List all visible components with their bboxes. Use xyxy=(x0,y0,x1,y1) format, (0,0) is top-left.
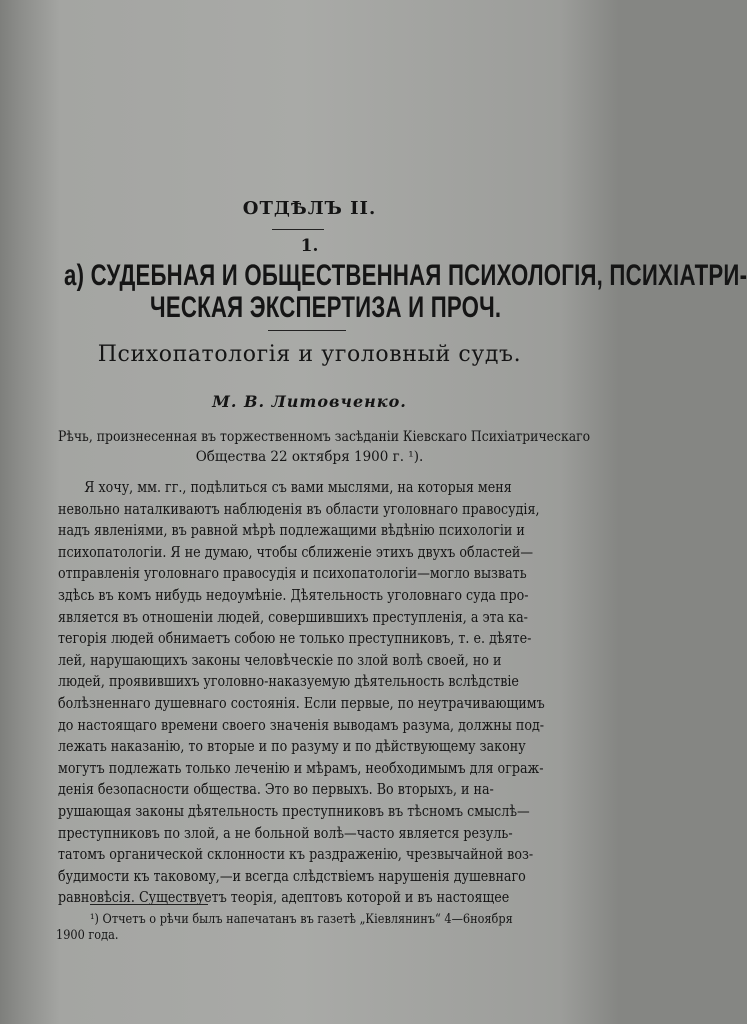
article-number: 1. xyxy=(300,236,319,256)
heading-line-2: ЧЕСКАЯ ЭКСПЕРТИЗА И ПРОЧ. xyxy=(150,291,502,324)
body-line: до настоящаго времени своего значенія выводамъ разума, должны под- xyxy=(58,717,545,734)
body-line: отправленія уголовнаго правосудія и психопатологіи—могло вызвать xyxy=(58,566,527,583)
section-title: ОТДѢЛЪ II. xyxy=(242,198,377,219)
body-line: татомъ органической склонности къ раздраженію, чрезвычайной воз- xyxy=(58,847,534,864)
section-rule xyxy=(272,229,324,230)
article-subtitle: Психопатологія и уголовный судъ. xyxy=(97,342,522,367)
body-line: равновѣсія. Существуетъ теорія, адептовъ которой и въ настоящее xyxy=(58,890,510,907)
body-line: психопатологіи. Я не думаю, чтобы сближеніе этихъ двухъ областей— xyxy=(58,544,534,561)
body-line: будимости къ таковому,—и всегда слѣдствіемъ нарушенія душевнаго xyxy=(58,868,526,885)
body-line: невольно наталкиваютъ наблюденія въ области уголовнаго правосудія, xyxy=(58,501,540,518)
body-line: тегорія людей обнимаетъ собою не только преступниковъ, т. е. дѣяте- xyxy=(58,631,532,648)
author-name: М. В. Литовченко. xyxy=(212,392,407,411)
heading-line-1: а) СУДЕБНАЯ И ОБЩЕСТВЕННАЯ ПСИХОЛОГІЯ, ПСИХІАТРИ- xyxy=(64,259,747,292)
body-line: Я хочу, мм. гг., подѣлиться съ вами мыслями, на которыя меня xyxy=(84,480,512,496)
body-line: здѣсь въ комъ нибудь недоумѣніе. Дѣятельность уголовнаго суда про- xyxy=(58,587,529,604)
body-line: могутъ подлежать только леченію и мѣрамъ, необходимымъ для ограж- xyxy=(58,760,544,777)
footnote-line-2: 1900 года. xyxy=(56,928,119,943)
speech-note-line-2: Общества 22 октября 1900 г. ¹). xyxy=(195,449,424,465)
body-text xyxy=(58,478,640,910)
footnote-rule xyxy=(90,904,208,905)
body-line: болѣзненнаго душевнаго состоянія. Если первые, по неутрачивающимъ xyxy=(58,695,545,712)
body-line: денія безопасности общества. Это во первыхъ. Во вторыхъ, и на- xyxy=(58,782,494,799)
speech-note-line-1: Рѣчь, произнесенная въ торжественномъ засѣданіи Кіевскаго Психіатрическаго xyxy=(58,429,591,445)
body-line: преступниковъ по злой, а не больной волѣ—часто является резуль- xyxy=(58,825,513,842)
footnote-line-1: ¹) Отчетъ о рѣчи былъ напечатанъ въ газетѣ „Кіевлянинъ“ 4—6ноября xyxy=(90,912,513,927)
body-line: людей, проявившихъ уголовно-наказуемую дѣятельность вслѣдствіе xyxy=(58,674,519,691)
body-line: рушающая законы дѣятельность преступниковъ въ тѣсномъ смыслѣ— xyxy=(58,803,530,820)
body-line: надъ явленіями, въ равной мѣрѣ подлежащими вѣдѣнію психологіи и xyxy=(58,523,525,540)
body-line: лей, нарушающихъ законы человѣческіе по злой волѣ своей, но и xyxy=(58,652,502,669)
heading-rule xyxy=(268,330,346,331)
body-line: лежать наказанію, то вторые и по разуму и по дѣйствующему закону xyxy=(58,739,526,756)
body-line: является въ отношеніи людей, совершившихъ преступленія, а эта ка- xyxy=(58,609,528,626)
